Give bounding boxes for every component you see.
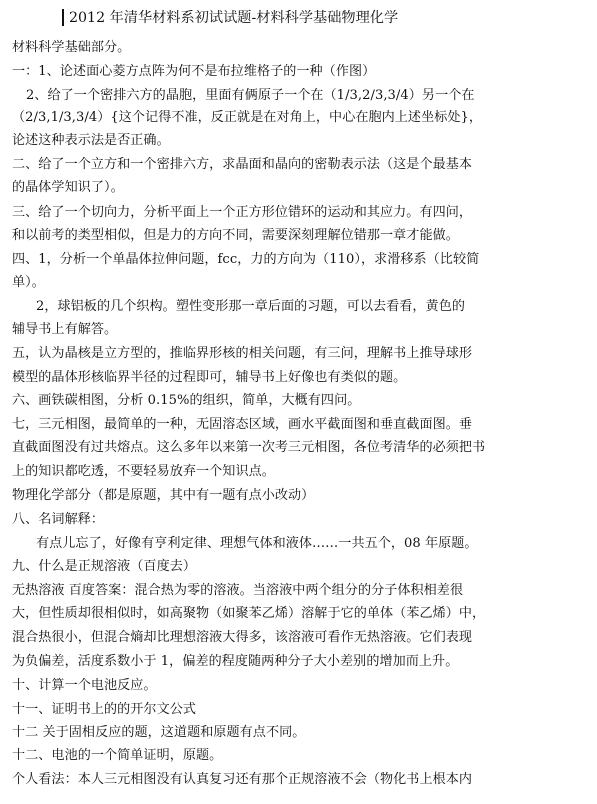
text-line: 材料科学基础部分。 (12, 40, 131, 55)
text-line: （2/3,1/3,3/4）{这个记得不准，反正就是在对角上，中心在胞内上述坐标处}， (12, 110, 483, 125)
text-line: 四、1，分析一个单晶体拉伸问题，fcc，力的方向为（110），求滑移系（比较简 (12, 252, 480, 267)
text-line: 上的知识都吃透，不要轻易放弃一个知识点。 (12, 464, 275, 479)
text-line: 无热溶液 百度答案：混合热为零的溶液。当溶液中两个组分的分子体积相差很 (12, 583, 464, 598)
text-line: 直截面图没有过共熔点。这么多年以来第一次考三元相图，各位考清华的必须把书 (12, 440, 486, 455)
text-line: 六、画铁碳相图，分析 0.15%的组织，简单，大概有四问。 (12, 393, 361, 408)
title-text: 2012 年清华材料系初试试题-材料科学基础物理化学 (69, 10, 399, 26)
text-line: 有点儿忘了，好像有亨利定律、理想气体和液体……一共五个，08 年原题。 (36, 536, 478, 551)
document-title (62, 6, 582, 28)
text-line: 论述这种表示法是否正确。 (12, 133, 170, 148)
text-line: 二、给了一个立方和一个密排六方，求晶面和晶向的密勒表示法（这是个最基本 (12, 157, 473, 172)
text-line: 三、给了一个切向力，分析平面上一个正方形位错环的运动和其应力。有四问， (12, 205, 473, 220)
text-line: 七，三元相图，最简单的一种，无固溶态区域，画水平截面图和垂直截面图。垂 (12, 417, 473, 432)
text-line: 和以前考的类型相似，但是力的方向不同，需要深刻理解位错那一章才能做。 (12, 228, 459, 243)
text-line: 十一、证明书上的的开尔文公式 (12, 702, 197, 717)
text-line: 为负偏差，活度系数小于 1，偏差的程度随两种分子大小差别的增加而上升。 (12, 654, 459, 669)
text-line: 八、名词解释： (12, 512, 105, 527)
text-line: 九、什么是正规溶液（百度去） (12, 559, 197, 574)
text-line: 五，认为晶核是立方型的，推临界形核的相关问题，有三问，理解书上推导球形 (12, 346, 473, 361)
text-line: 辅导书上有解答。 (12, 322, 118, 337)
text-line: 单）。 (12, 275, 45, 290)
text-line: 的晶体学知识了）。 (12, 180, 124, 195)
text-line: 十二、电池的一个简单证明，原题。 (12, 748, 223, 763)
text-line: 2、给了一个密排六方的晶胞，里面有俩原子一个在（1/3,2/3,3/4）另一个在 (26, 88, 475, 103)
text-line: 个人看法：本人三元相图没有认真复习还有那个正规溶液不会（物化书上根本内 (12, 772, 473, 787)
text-line: 大，但性质却很相似时，如高聚物（如聚苯乙烯）溶解于它的单体（苯乙烯）中， (12, 606, 486, 621)
text-line: 模型的晶体形核临界半径的过程即可，辅导书上好像也有类似的题。 (12, 370, 407, 385)
text-line: 十二 关于固相反应的题，这道题和原题有点不同。 (12, 725, 306, 740)
text-line: 混合热很小，但混合熵却比理想溶液大得多，该溶液可看作无热溶液。它们表现 (12, 630, 473, 645)
text-line: 十、计算一个电池反应。 (12, 678, 157, 693)
text-line: 2，球铝板的几个织构。塑性变形那一章后面的习题，可以去看看，黄色的 (36, 299, 465, 314)
text-line: 一：1、论述面心菱方点阵为何不是布拉维格子的一种（作图） (12, 64, 376, 79)
title-marker (62, 9, 64, 26)
text-line: 物理化学部分（都是原题，其中有一题有点小改动） (12, 488, 315, 503)
